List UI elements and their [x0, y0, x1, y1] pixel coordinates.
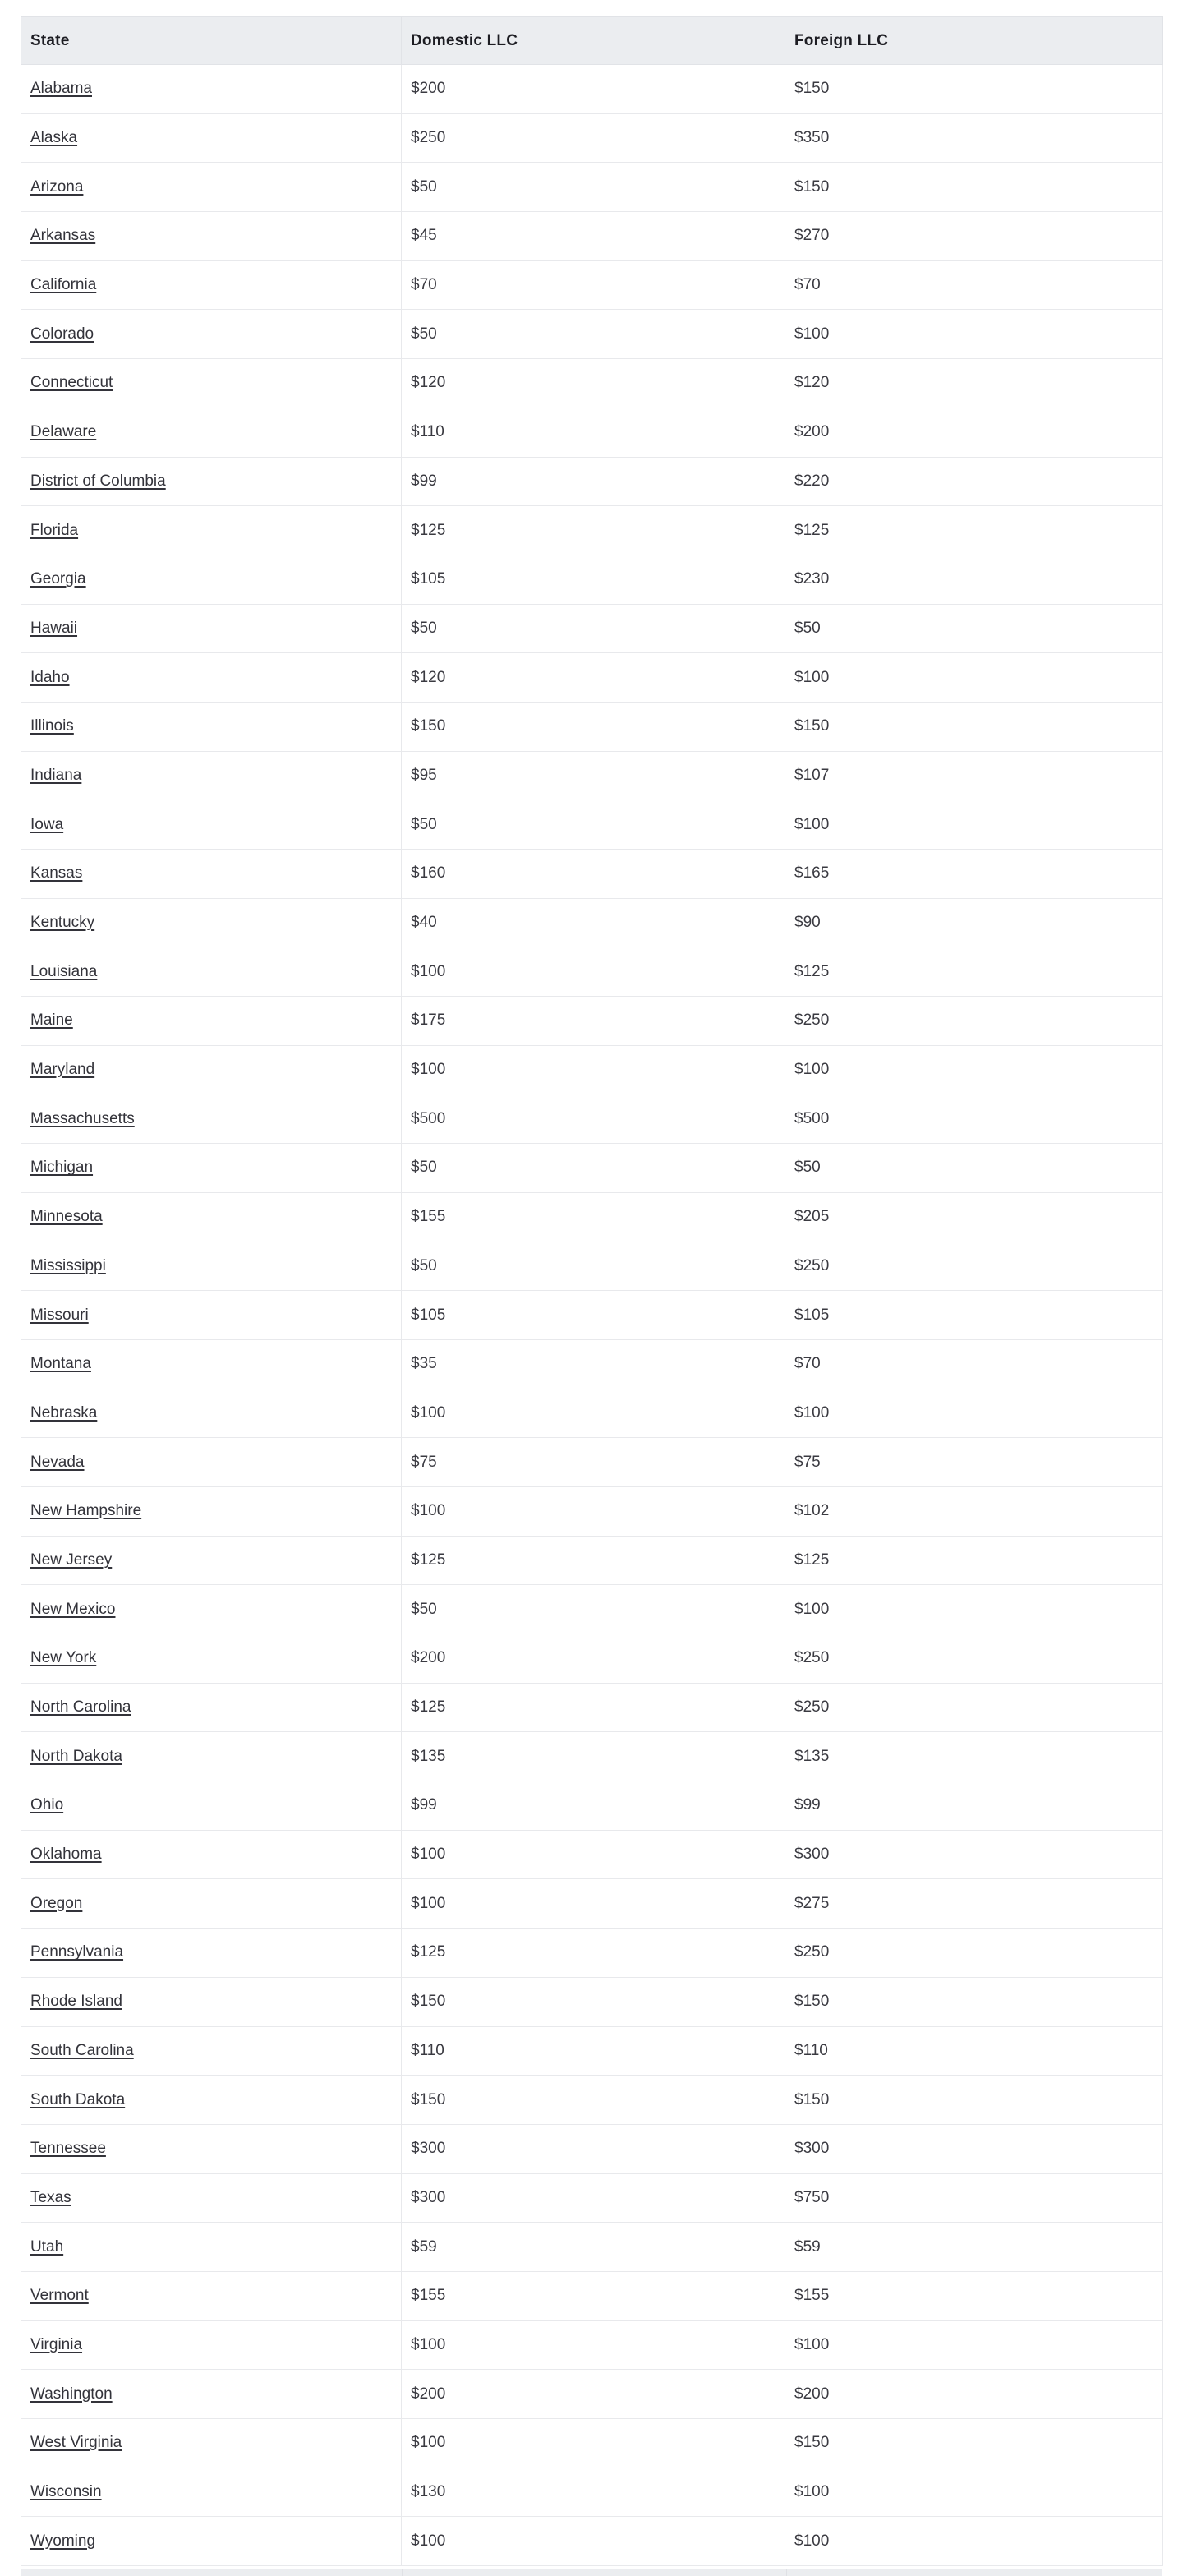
state-cell: [21, 2271, 402, 2320]
state-cell: [21, 1977, 402, 2026]
domestic-fee-cell: $155: [402, 2271, 785, 2320]
domestic-fee-cell: $100: [402, 2517, 785, 2566]
table-row: [21, 1339, 1163, 1389]
column-header-state: State: [21, 17, 402, 65]
state-link[interactable]: West Virginia: [30, 2434, 122, 2452]
state-cell: [21, 1536, 402, 1585]
domestic-fee-cell: $160: [402, 850, 785, 899]
table-row: [21, 1781, 1163, 1831]
domestic-fee-cell: $125: [402, 1536, 785, 1585]
domestic-fee-cell: $50: [402, 604, 785, 653]
table-row: [21, 506, 1163, 555]
domestic-fee-cell: $250: [402, 113, 785, 163]
table-row: [21, 653, 1163, 703]
domestic-fee-cell: $100: [402, 1045, 785, 1094]
domestic-fee-cell: $120: [402, 359, 785, 408]
state-link[interactable]: Virginia: [30, 2335, 83, 2353]
foreign-fee-cell: $75: [785, 1438, 1163, 1487]
state-link[interactable]: Wisconsin: [30, 2483, 102, 2501]
domestic-fee-cell: $200: [402, 65, 785, 114]
table-row: [21, 65, 1163, 114]
foreign-fee-cell: $50: [785, 604, 1163, 653]
state-link[interactable]: Colorado: [30, 325, 94, 343]
domestic-fee-cell: $100: [402, 1389, 785, 1438]
state-cell: [21, 310, 402, 359]
domestic-fee-cell: $105: [402, 1291, 785, 1340]
table-row: [21, 359, 1163, 408]
foreign-fee-cell: $250: [785, 1683, 1163, 1732]
domestic-fee-cell: $175: [402, 997, 785, 1046]
foreign-fee-cell: $120: [785, 359, 1163, 408]
state-link[interactable]: Maine: [30, 1012, 73, 1030]
state-cell: [21, 2419, 402, 2468]
foreign-fee-cell: $100: [785, 2468, 1163, 2517]
state-cell: [21, 1830, 402, 1879]
domestic-fee-cell: $95: [402, 751, 785, 800]
table-row: [21, 2223, 1163, 2272]
state-cell: [21, 2320, 402, 2370]
table-header: [21, 17, 1163, 65]
column-header-domestic: Domestic LLC: [402, 17, 785, 65]
foreign-fee-cell: $125: [785, 506, 1163, 555]
domestic-fee-cell: $105: [402, 555, 785, 604]
table-row: [21, 1879, 1163, 1929]
domestic-fee-cell: $100: [402, 2419, 785, 2468]
domestic-fee-cell: $120: [402, 653, 785, 703]
state-cell: [21, 113, 402, 163]
table-row: [21, 997, 1163, 1046]
table-row: [21, 898, 1163, 947]
foreign-fee-cell: $300: [785, 2124, 1163, 2173]
domestic-fee-cell: $35: [402, 1339, 785, 1389]
state-cell: [21, 408, 402, 457]
state-cell: [21, 1585, 402, 1634]
state-link[interactable]: Louisiana: [30, 962, 98, 980]
state-link[interactable]: Maryland: [30, 1061, 95, 1079]
domestic-fee-cell: $150: [402, 702, 785, 751]
table-row: [21, 457, 1163, 506]
domestic-fee-cell: $150: [402, 1977, 785, 2026]
table-row: [21, 408, 1163, 457]
domestic-fee-cell: $125: [402, 1929, 785, 1978]
state-link[interactable]: Mississippi: [30, 1256, 106, 1274]
domestic-fee-cell: $50: [402, 800, 785, 850]
state-link[interactable]: Oklahoma: [30, 1846, 102, 1864]
state-cell: [21, 2076, 402, 2125]
state-link[interactable]: Georgia: [30, 570, 86, 588]
state-cell: [21, 1781, 402, 1831]
state-cell: [21, 457, 402, 506]
domestic-fee-cell: $70: [402, 260, 785, 310]
state-link[interactable]: New Hampshire: [30, 1502, 142, 1520]
state-link[interactable]: Montana: [30, 1355, 91, 1373]
table-row: [21, 555, 1163, 604]
table-row: [21, 1732, 1163, 1781]
state-link[interactable]: California: [30, 276, 97, 294]
table-row: [21, 2370, 1163, 2419]
foreign-fee-cell: $220: [785, 457, 1163, 506]
table-row: [21, 1830, 1163, 1879]
table-row: [21, 310, 1163, 359]
foreign-fee-cell: $125: [785, 1536, 1163, 1585]
domestic-fee-cell: $150: [402, 2076, 785, 2125]
foreign-fee-cell: $150: [785, 163, 1163, 212]
table-row: [21, 2419, 1163, 2468]
table-row: [21, 163, 1163, 212]
foreign-fee-cell: $100: [785, 2320, 1163, 2370]
foreign-fee-cell: $205: [785, 1192, 1163, 1242]
state-cell: [21, 898, 402, 947]
state-link[interactable]: Florida: [30, 521, 79, 539]
table-row: [21, 1536, 1163, 1585]
state-cell: [21, 555, 402, 604]
state-link[interactable]: Hawaii: [30, 619, 78, 637]
foreign-fee-cell: $300: [785, 1830, 1163, 1879]
domestic-fee-cell: $100: [402, 1879, 785, 1929]
state-link[interactable]: North Carolina: [30, 1698, 131, 1717]
foreign-fee-cell: $100: [785, 1389, 1163, 1438]
table-row: [21, 1438, 1163, 1487]
state-cell: [21, 1389, 402, 1438]
state-link[interactable]: Utah: [30, 2237, 64, 2256]
state-link[interactable]: Massachusetts: [30, 1109, 135, 1127]
state-cell: [21, 1438, 402, 1487]
table-row: [21, 1977, 1163, 2026]
foreign-fee-cell: $150: [785, 702, 1163, 751]
state-cell: [21, 751, 402, 800]
table-row: [21, 850, 1163, 899]
state-cell: [21, 653, 402, 703]
state-cell: [21, 947, 402, 997]
foreign-fee-cell: $70: [785, 260, 1163, 310]
next-table-header-cell: [402, 2569, 786, 2576]
domestic-fee-cell: $200: [402, 2370, 785, 2419]
table-row: [21, 1045, 1163, 1094]
table-row: [21, 1683, 1163, 1732]
state-link[interactable]: Nebraska: [30, 1403, 98, 1422]
foreign-fee-cell: $500: [785, 1094, 1163, 1144]
state-cell: [21, 260, 402, 310]
state-link[interactable]: Rhode Island: [30, 1993, 122, 2011]
state-link[interactable]: New York: [30, 1649, 97, 1667]
state-cell: [21, 2223, 402, 2272]
state-link[interactable]: Pennsylvania: [30, 1943, 124, 1961]
state-cell: [21, 2124, 402, 2173]
state-cell: [21, 1486, 402, 1536]
foreign-fee-cell: $135: [785, 1732, 1163, 1781]
foreign-fee-cell: $750: [785, 2173, 1163, 2223]
state-link[interactable]: Michigan: [30, 1159, 94, 1177]
table-row: [21, 260, 1163, 310]
state-link[interactable]: Kentucky: [30, 914, 95, 932]
table-row: [21, 1634, 1163, 1684]
state-cell: [21, 2173, 402, 2223]
foreign-fee-cell: $250: [785, 1929, 1163, 1978]
next-table-header-cell: [21, 2569, 402, 2576]
table-row: [21, 947, 1163, 997]
domestic-fee-cell: $99: [402, 1781, 785, 1831]
state-link[interactable]: Indiana: [30, 766, 82, 784]
table-row: [21, 2468, 1163, 2517]
state-cell: [21, 1192, 402, 1242]
domestic-fee-cell: $75: [402, 1438, 785, 1487]
state-cell: [21, 65, 402, 114]
foreign-fee-cell: $200: [785, 408, 1163, 457]
state-link[interactable]: Iowa: [30, 815, 64, 833]
state-link[interactable]: Delaware: [30, 423, 97, 441]
foreign-fee-cell: $99: [785, 1781, 1163, 1831]
state-cell: [21, 1242, 402, 1291]
domestic-fee-cell: $100: [402, 1486, 785, 1536]
table-row: [21, 2320, 1163, 2370]
llc-filing-fees-table: [21, 16, 1163, 2566]
state-link[interactable]: Idaho: [30, 668, 70, 686]
domestic-fee-cell: $59: [402, 2223, 785, 2272]
state-cell: [21, 1045, 402, 1094]
state-link[interactable]: Alabama: [30, 80, 92, 98]
state-link[interactable]: Texas: [30, 2188, 71, 2206]
table-row: [21, 2124, 1163, 2173]
state-link[interactable]: Washington: [30, 2385, 113, 2403]
state-cell: [21, 2026, 402, 2076]
state-cell: [21, 163, 402, 212]
table-row: [21, 1929, 1163, 1978]
header-row: [21, 17, 1163, 65]
foreign-fee-cell: $275: [785, 1879, 1163, 1929]
domestic-fee-cell: $50: [402, 1585, 785, 1634]
table-row: [21, 2517, 1163, 2566]
foreign-fee-cell: $59: [785, 2223, 1163, 2272]
domestic-fee-cell: $200: [402, 1634, 785, 1684]
domestic-fee-cell: $100: [402, 947, 785, 997]
next-table-header-cell: [786, 2569, 1162, 2576]
domestic-fee-cell: $110: [402, 2026, 785, 2076]
table-row: [21, 751, 1163, 800]
domestic-fee-cell: $300: [402, 2124, 785, 2173]
table-row: [21, 1389, 1163, 1438]
state-cell: [21, 1879, 402, 1929]
domestic-fee-cell: $50: [402, 163, 785, 212]
domestic-fee-cell: $110: [402, 408, 785, 457]
domestic-fee-cell: $500: [402, 1094, 785, 1144]
domestic-fee-cell: $100: [402, 1830, 785, 1879]
state-link[interactable]: District of Columbia: [30, 472, 166, 490]
state-cell: [21, 1683, 402, 1732]
state-cell: [21, 506, 402, 555]
state-cell: [21, 1339, 402, 1389]
table-row: [21, 1192, 1163, 1242]
foreign-fee-cell: $50: [785, 1144, 1163, 1193]
state-cell: [21, 212, 402, 261]
table-body: [21, 65, 1163, 2566]
domestic-fee-cell: $125: [402, 1683, 785, 1732]
table-row: [21, 2271, 1163, 2320]
foreign-fee-cell: $90: [785, 898, 1163, 947]
state-link[interactable]: Wyoming: [30, 2532, 96, 2550]
foreign-fee-cell: $350: [785, 113, 1163, 163]
domestic-fee-cell: $300: [402, 2173, 785, 2223]
table-row: [21, 2026, 1163, 2076]
table-row: [21, 800, 1163, 850]
domestic-fee-cell: $125: [402, 506, 785, 555]
state-link[interactable]: Oregon: [30, 1894, 83, 1912]
domestic-fee-cell: $155: [402, 1192, 785, 1242]
domestic-fee-cell: $50: [402, 310, 785, 359]
foreign-fee-cell: $110: [785, 2026, 1163, 2076]
foreign-fee-cell: $200: [785, 2370, 1163, 2419]
foreign-fee-cell: $250: [785, 1242, 1163, 1291]
foreign-fee-cell: $107: [785, 751, 1163, 800]
state-cell: [21, 1929, 402, 1978]
state-cell: [21, 1291, 402, 1340]
table-row: [21, 113, 1163, 163]
state-link[interactable]: Ohio: [30, 1796, 64, 1814]
table-row: [21, 212, 1163, 261]
foreign-fee-cell: $105: [785, 1291, 1163, 1340]
state-cell: [21, 359, 402, 408]
state-link[interactable]: Missouri: [30, 1306, 89, 1324]
foreign-fee-cell: $102: [785, 1486, 1163, 1536]
foreign-fee-cell: $100: [785, 653, 1163, 703]
table-row: [21, 702, 1163, 751]
table-row: [21, 1291, 1163, 1340]
state-cell: [21, 2468, 402, 2517]
table-row: [21, 1094, 1163, 1144]
state-link[interactable]: New Mexico: [30, 1600, 116, 1618]
foreign-fee-cell: $100: [785, 800, 1163, 850]
foreign-fee-cell: $155: [785, 2271, 1163, 2320]
state-link[interactable]: North Dakota: [30, 1747, 122, 1765]
foreign-fee-cell: $150: [785, 65, 1163, 114]
state-link[interactable]: Kansas: [30, 864, 83, 882]
state-link[interactable]: South Dakota: [30, 2090, 126, 2108]
domestic-fee-cell: $99: [402, 457, 785, 506]
state-cell: [21, 1144, 402, 1193]
state-cell: [21, 850, 402, 899]
next-table-header-cut: [21, 2569, 1162, 2576]
table-row: [21, 2173, 1163, 2223]
state-link[interactable]: South Carolina: [30, 2041, 134, 2059]
state-cell: [21, 2370, 402, 2419]
state-link[interactable]: New Jersey: [30, 1551, 113, 1569]
foreign-fee-cell: $270: [785, 212, 1163, 261]
state-cell: [21, 997, 402, 1046]
domestic-fee-cell: $40: [402, 898, 785, 947]
foreign-fee-cell: $230: [785, 555, 1163, 604]
state-cell: [21, 800, 402, 850]
table-row: [21, 1585, 1163, 1634]
state-link[interactable]: Vermont: [30, 2287, 89, 2305]
state-link[interactable]: Arkansas: [30, 227, 96, 245]
foreign-fee-cell: $125: [785, 947, 1163, 997]
foreign-fee-cell: $250: [785, 997, 1163, 1046]
state-link[interactable]: Arizona: [30, 177, 84, 196]
state-link[interactable]: Nevada: [30, 1453, 85, 1471]
domestic-fee-cell: $45: [402, 212, 785, 261]
domestic-fee-cell: $130: [402, 2468, 785, 2517]
state-cell: [21, 1634, 402, 1684]
state-link[interactable]: Minnesota: [30, 1208, 103, 1226]
domestic-fee-cell: $135: [402, 1732, 785, 1781]
table-row: [21, 2076, 1163, 2125]
state-cell: [21, 1094, 402, 1144]
state-link[interactable]: Connecticut: [30, 374, 113, 392]
table-row: [21, 1486, 1163, 1536]
foreign-fee-cell: $150: [785, 2419, 1163, 2468]
foreign-fee-cell: $70: [785, 1339, 1163, 1389]
domestic-fee-cell: $50: [402, 1144, 785, 1193]
table-row: [21, 604, 1163, 653]
table-row: [21, 1144, 1163, 1193]
foreign-fee-cell: $150: [785, 1977, 1163, 2026]
state-cell: [21, 604, 402, 653]
domestic-fee-cell: $50: [402, 1242, 785, 1291]
foreign-fee-cell: $150: [785, 2076, 1163, 2125]
column-header-foreign: Foreign LLC: [785, 17, 1163, 65]
state-link[interactable]: Alaska: [30, 129, 78, 147]
table-row: [21, 1242, 1163, 1291]
domestic-fee-cell: $100: [402, 2320, 785, 2370]
foreign-fee-cell: $100: [785, 1585, 1163, 1634]
foreign-fee-cell: $100: [785, 2517, 1163, 2566]
state-cell: [21, 1732, 402, 1781]
foreign-fee-cell: $250: [785, 1634, 1163, 1684]
state-link[interactable]: Illinois: [30, 717, 74, 735]
state-cell: [21, 2517, 402, 2566]
foreign-fee-cell: $100: [785, 310, 1163, 359]
foreign-fee-cell: $100: [785, 1045, 1163, 1094]
state-link[interactable]: Tennessee: [30, 2140, 106, 2158]
state-cell: [21, 702, 402, 751]
foreign-fee-cell: $165: [785, 850, 1163, 899]
